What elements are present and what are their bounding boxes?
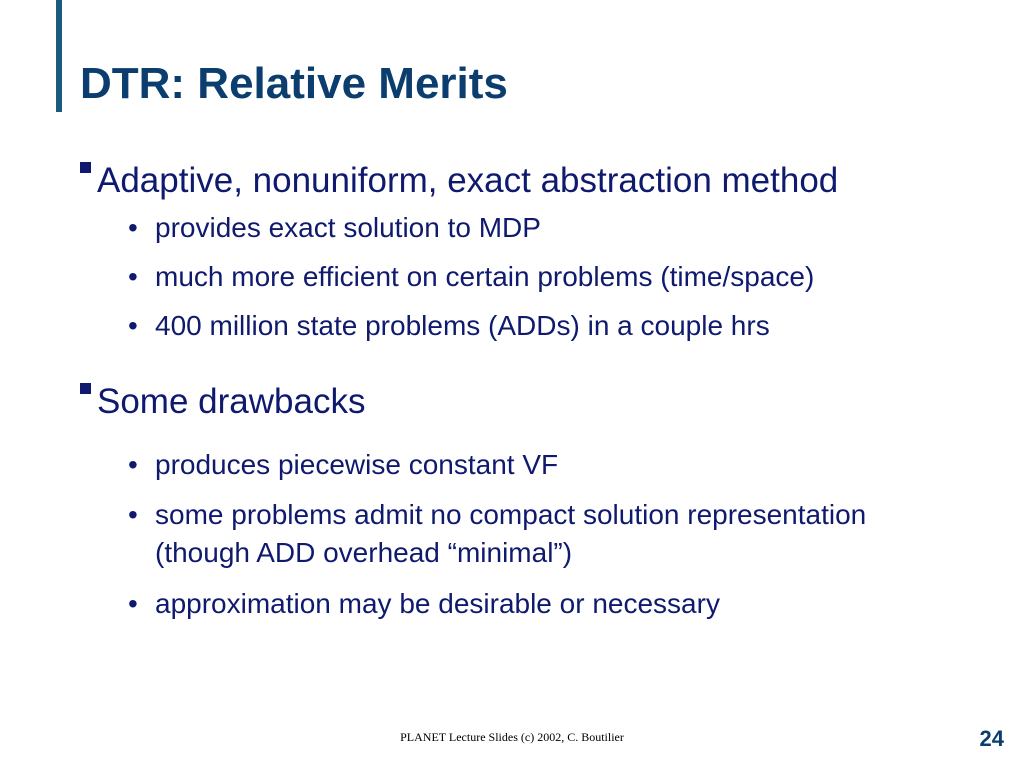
bullet-text: 400 million state problems (ADDs) in a couple hrs [155,310,770,341]
dot-bullet-icon: • [128,499,138,530]
bullet-level1 [80,161,838,201]
dot-bullet-icon: • [128,310,138,341]
bullet-text: Adaptive, nonuniform, exact abstraction method [97,161,839,200]
title-accent-bar [56,0,62,112]
bullet-text: provides exact solution to MDP [155,212,541,243]
dot-bullet-icon: • [128,588,138,619]
square-bullet-icon [80,162,91,173]
bullet-level2 [128,496,908,572]
bullet-text: approximation may be desirable or necessary [155,588,720,619]
footer-credit: PLANET Lecture Slides (c) 2002, C. Boutilier [400,730,624,744]
square-bullet-icon [80,383,91,394]
bullet-level1 [80,382,365,422]
bullet-level2 [128,585,978,623]
bullet-text: some problems admit no compact solution representation (though ADD overhead “minimal”) [155,499,867,568]
slide-title: DTR: Relative Merits [80,59,508,108]
page-number: 24 [979,726,1004,751]
dot-bullet-icon: • [128,449,138,480]
bullet-text: produces piecewise constant VF [155,449,559,480]
bullet-text: much more efficient on certain problems (time/space) [155,261,815,292]
dot-bullet-icon: • [128,261,138,292]
bullet-level2 [128,209,978,247]
bullet-text: Some drawbacks [97,382,366,421]
dot-bullet-icon: • [128,212,138,243]
bullet-level2 [128,258,978,296]
bullet-level2 [128,446,978,484]
bullet-level2 [128,307,978,345]
